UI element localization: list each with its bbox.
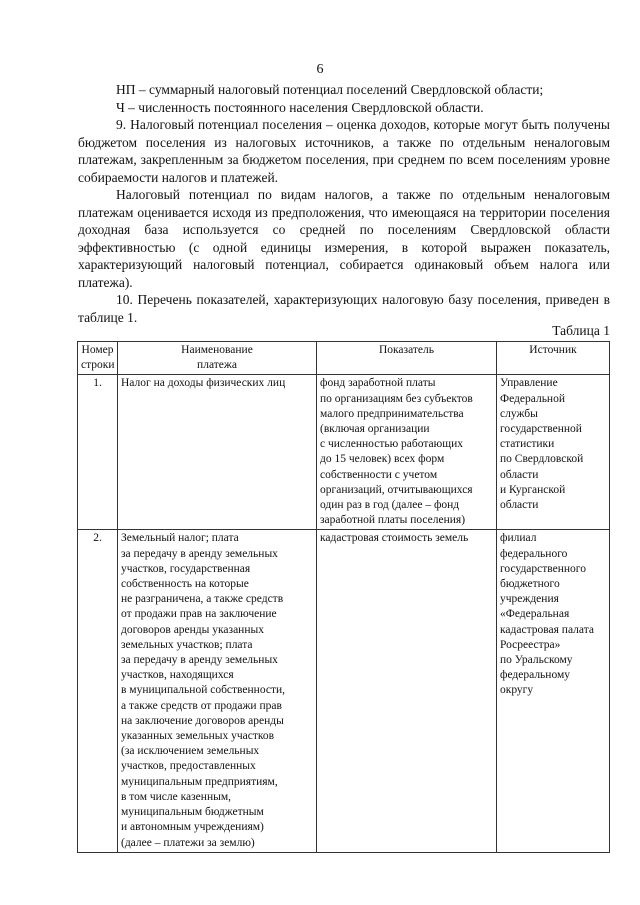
indicators-table — [77, 341, 610, 853]
header-line: Номер — [81, 344, 114, 356]
cell-line: области — [500, 499, 539, 512]
cell-line: Земельный налог; плата — [121, 532, 239, 545]
cell-line: учреждения — [500, 593, 559, 606]
cell-line: не разграничена, а также средств — [121, 593, 284, 606]
cell-line: собственность на которые — [121, 578, 249, 591]
cell-line: (за исключением земельных — [121, 745, 260, 758]
cell-line: муниципальным предприятиям, — [121, 775, 278, 788]
cell-line: в том числе казенным, — [121, 790, 231, 803]
cell-line: на заключение договоров аренды — [121, 714, 284, 727]
paragraph-item-10: 10. Перечень показателей, характеризующих налоговую базу поселения, приведен в таблице 1. — [78, 292, 610, 325]
cell-line: Росреестра» — [500, 638, 561, 651]
cell-line: бюджетного — [500, 578, 560, 591]
cell-line: организаций, отчитывающихся — [320, 483, 473, 496]
cell-indicator — [317, 530, 497, 852]
cell-line: по Свердловской — [500, 453, 584, 466]
cell-line: а также средств от продажи прав — [121, 699, 282, 712]
cell-line: за передачу в аренду земельных — [121, 654, 278, 667]
cell-line: кадастровая палата — [500, 623, 594, 636]
table-caption: Таблица 1 — [552, 323, 610, 338]
cell-line: федерального — [500, 547, 568, 560]
cell-line: Управление — [500, 377, 558, 390]
body-text — [78, 81, 610, 326]
cell-line: участков, государственная — [121, 562, 251, 575]
header-name — [118, 342, 317, 375]
cell-indicator — [317, 375, 497, 530]
cell-line: и автономным учреждениям) — [121, 821, 264, 834]
cell-line: (включая организации — [320, 423, 430, 436]
page-number: 6 — [316, 62, 324, 77]
cell-line: и Курганской — [500, 483, 566, 496]
cell-row-number: 1. — [78, 375, 118, 530]
cell-line: до 15 человек) всех форм — [320, 453, 445, 466]
cell-payment-name — [118, 375, 317, 530]
header-line: Источник — [529, 344, 577, 356]
cell-line: статистики — [500, 438, 555, 451]
header-indicator — [317, 342, 497, 375]
paragraph-ch-definition: Ч – численность постоянного населения Свердловской области. — [116, 99, 484, 115]
cell-line: с численностью работающих — [320, 438, 463, 451]
cell-line: в муниципальной собственности, — [121, 684, 286, 697]
cell-line: один раз в год (далее – фонд — [320, 499, 460, 512]
cell-line: области — [500, 468, 539, 481]
cell-line: собственности с учетом — [320, 468, 438, 481]
cell-source — [497, 375, 610, 530]
header-line: Показатель — [378, 344, 435, 356]
header-number — [78, 342, 118, 375]
paragraph-np-definition: НП – суммарный налоговый потенциал поселений Свердловской области; — [116, 82, 544, 97]
cell-line: фонд заработной платы — [320, 377, 436, 390]
cell-line: по организациям без субъектов — [320, 392, 473, 405]
cell-line: по Уральскому — [500, 654, 573, 667]
cell-line: указанных земельных участков — [121, 730, 275, 743]
header-line: платежа — [197, 359, 237, 372]
table-row — [78, 530, 610, 852]
cell-line: от продажи прав на заключение — [121, 608, 277, 621]
cell-row-number: 2. — [78, 530, 118, 852]
cell-line: «Федеральная — [500, 608, 570, 621]
cell-line: округу — [500, 684, 534, 697]
header-source — [497, 342, 610, 375]
cell-line: договоров аренды указанных — [121, 623, 264, 636]
cell-line: Федеральной — [500, 392, 565, 405]
cell-line: государственного — [500, 562, 586, 575]
paragraph-item-9: 9. Налоговый потенциал поселения – оценка доходов, которые могут быть получены бюджетом поселения из налоговых источников, а также по отдельным неналоговым платежам, закрепленным за бюджетом поселения, при среднем по всем поселениям уровне собираемости налогов и платежей. — [78, 117, 610, 185]
table-header-row — [78, 342, 610, 375]
cell-line: за передачу в аренду земельных — [121, 547, 278, 560]
cell-line: участков, находящихся — [121, 669, 234, 682]
cell-line: заработной платы поселения) — [320, 514, 466, 527]
cell-line: кадастровая стоимость земель — [320, 532, 469, 545]
cell-line: земельных участков; плата — [121, 638, 253, 651]
cell-line: (далее – платежи за землю) — [121, 836, 255, 849]
cell-line: муниципальным бюджетным — [121, 806, 264, 819]
table-row — [78, 375, 610, 530]
cell-line: филиал — [500, 532, 537, 545]
cell-line: государственной — [500, 423, 582, 436]
header-line: Наименование — [181, 344, 253, 356]
cell-line: службы — [500, 407, 538, 420]
table-body — [78, 375, 610, 852]
cell-payment-name — [118, 530, 317, 852]
cell-line: участков, предоставленных — [121, 760, 256, 773]
cell-line: федеральному — [500, 669, 571, 682]
cell-source — [497, 530, 610, 852]
paragraph-tax-potential: Налоговый потенциал по видам налогов, а также по отдельным неналоговым платежам оценивается исходя из предположения, что имеющаяся на территории поселения доходная база используется со средней по поселениям Свердловской области эффективностью (с одной единицы измерения, в которой выражен показатель, характеризующий налоговый потенциал, собирается одинаковый объем налога или платежа). — [78, 187, 610, 290]
cell-line: малого предпринимательства — [320, 407, 464, 420]
header-line: строки — [81, 359, 115, 372]
cell-line: Налог на доходы физических лиц — [121, 377, 286, 390]
